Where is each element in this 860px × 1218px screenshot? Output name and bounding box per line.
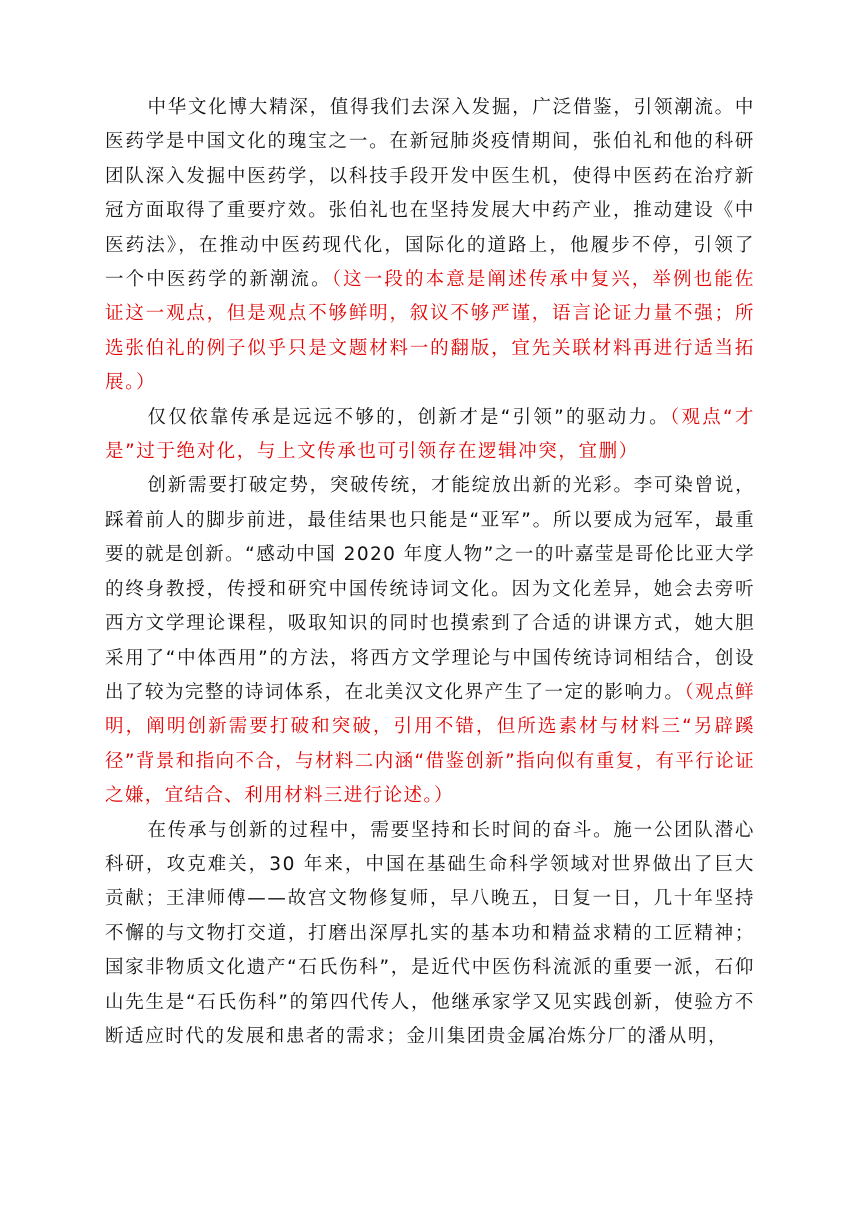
teacher-comment: （观点鲜明，阐明创新需要打破和突破，引用不错，但所选素材与材料三“另辟蹊径”背景和指向不合，与材料二内涵“借鉴创新”指向似有重复，有平行论证之嫌，宜结合、利用材料三进行论述。） bbox=[105, 681, 755, 807]
teacher-comment: （这一段的本意是阐述传承中复兴，举例也能佐证这一观点，但是观点不够鲜明，叙议不够严谨，语言论证力量不强；所选张伯礼的例子似乎只是文题材料一的翻版，宜先关联材料再进行适当拓展。） bbox=[105, 269, 755, 394]
paragraph-tradition-revival bbox=[105, 91, 755, 401]
teacher-comment: （观点“才是”过于绝对化，与上文传承也可引领存在逻辑冲突，宜删） bbox=[105, 406, 755, 463]
paragraph-perseverance bbox=[105, 814, 755, 1055]
body-text: 创新需要打破定势，突破传统，才能绽放出新的光彩。李可染曾说，踩着前人的脚步前进，最佳结果也只能是“亚军”。所以要成为冠军，最重要的就是创新。“感动中国 2020 年度人物”之一的叶嘉莹是哥伦比亚大学的终身教授，传授和研究中国传统诗词文化。因为文化差异，她会去旁听西方文学理论课程，吸取知识的同时也摸索到了合适的讲课方式，她大胆采用了“中体西用”的方法，将西方文学理论与中国传统诗词相结合，创设出了较为完整的诗词体系，在北美汉文化界产生了一定的影响力。 bbox=[105, 475, 755, 703]
body-text: 中华文化博大精深，值得我们去深入发掘，广泛借鉴，引领潮流。中医药学是中国文化的瑰宝之一。在新冠肺炎疫情期间，张伯礼和他的科研团队深入发掘中医药学，以科技手段开发中医生机，使得中医药在治疗新冠方面取得了重要疗效。张伯礼也在坚持发展大中药产业，推动建设《中医药法》，在推动中医药现代化，国际化的道路上，他履步不停，引领了一个中医药学的新潮流。 bbox=[105, 97, 755, 291]
paragraph-innovation-claim bbox=[105, 401, 755, 470]
body-text: 在传承与创新的过程中，需要坚持和长时间的奋斗。施一公团队潜心科研，攻克难关，30 年来，中国在基础生命科学领域对世界做出了巨大贡献；王津师傅——故宫文物修复师，早八晚五，日复一日，几十年坚持不懈的与文物打交道，打磨出深厚扎实的基本功和精益求精的工匠精神；国家非物质文化遗产“石氏伤科”，是近代中医伤科流派的重要一派，石仰山先生是“石氏伤科”的第四代传人，他继承家学又见实践创新，使验方不断适应时代的发展和患者的需求；金川集团贵金属冶炼分厂的潘从明， bbox=[105, 819, 755, 1047]
paragraph-innovation-example bbox=[105, 469, 755, 813]
body-text: 仅仅依靠传承是远远不够的，创新才是“引领”的驱动力。 bbox=[147, 406, 670, 428]
